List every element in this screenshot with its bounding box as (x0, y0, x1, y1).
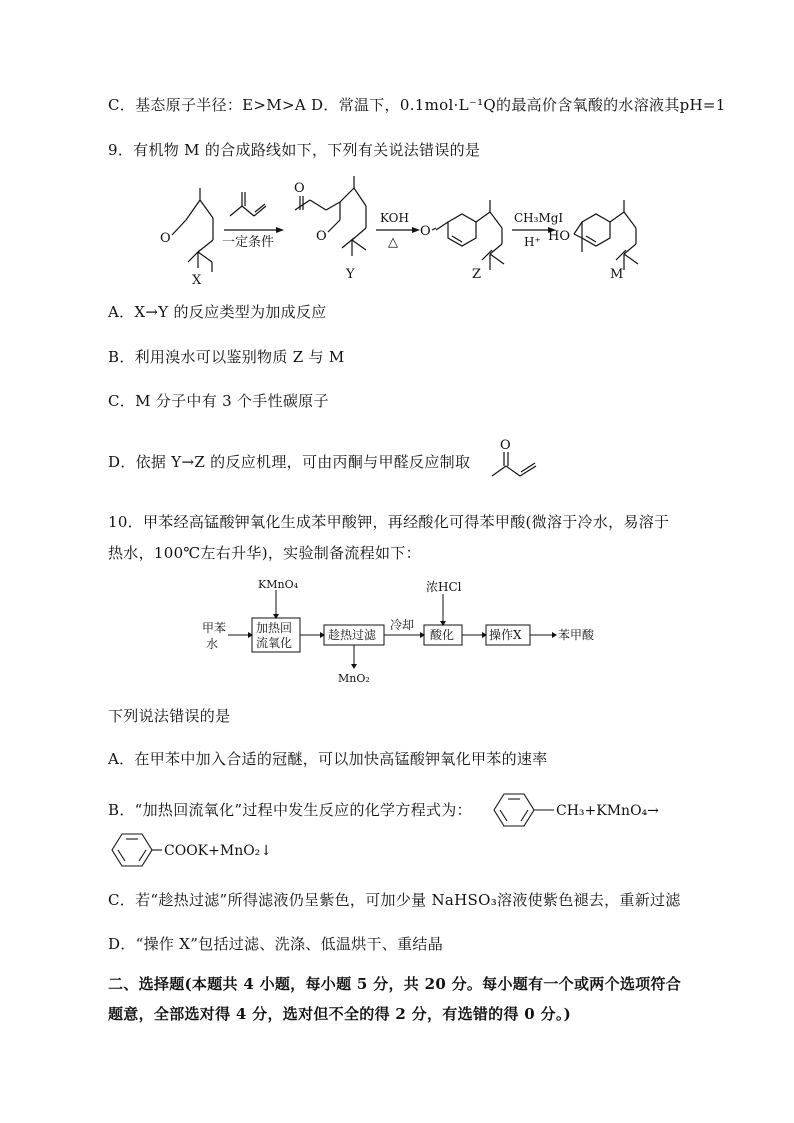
q9-option-a: A．X→Y 的反应类型为加成反应 (108, 303, 327, 321)
q10-stem-1: 10．甲苯经高锰酸钾氧化生成苯甲酸钾，再经酸化可得苯甲酸(微溶于冷水，易溶于 (108, 513, 670, 531)
flow-step-reflux-2: 流氧化 (256, 636, 293, 650)
q10-option-c: C．若“趁热过滤”所得滤液仍呈紫色，可加少量 NaHSO₃溶液使紫色褪去，重新过滤 (108, 891, 681, 909)
q9-option-b: B．利用溴水可以鉴别物质 Z 与 M (108, 348, 345, 366)
flow-output-benzoic-acid: 苯甲酸 (558, 628, 595, 642)
y-aldehyde-o: O (316, 229, 327, 244)
q10-stem-2: 热水，100℃左右升华)，实验制备流程如下： (108, 544, 421, 562)
z-ketone-o: O (420, 224, 431, 239)
flow-step-acidify: 酸化 (430, 628, 455, 642)
flow-step-hot-filter: 趁热过滤 (328, 628, 377, 642)
q10-flow-diagram (0, 578, 794, 688)
flow-cooling: 冷却 (390, 618, 415, 632)
reagent2-heat: △ (388, 235, 398, 250)
q8-options-cd: C．基态原子半径：E>M>A D．常温下，0.1mol·L⁻¹Q的最高价含氧酸的水溶液其pH=1 (108, 96, 726, 114)
label-x: X (192, 273, 202, 288)
flow-reagent-kmno4: KMnO₄ (258, 578, 298, 591)
flow-byproduct-mno2: MnO₂ (338, 672, 370, 685)
flow-input-toluene: 甲苯 (202, 621, 227, 635)
section-2-heading-1: 二、选择题(本题共 4 小题，每小题 5 分，共 20 分。每小题有一个或两个选项符合 (108, 975, 682, 993)
reagent1-condition: 一定条件 (222, 235, 275, 250)
section-2-heading-2: 题意，全部选对得 4 分，选对但不全的得 2 分，有选错的得 0 分。) (108, 1005, 572, 1023)
q10-b-product-text: COOK+MnO₂↓ (164, 843, 273, 859)
q9-option-d: D．依据 Y→Z 的反应机理，可由丙酮与甲醛反应制取 (108, 453, 471, 471)
reagent2-koh: KOH (380, 211, 409, 225)
label-z: Z (472, 267, 482, 282)
label-y: Y (346, 267, 355, 282)
q9-d-carbonyl-o: O (500, 438, 511, 453)
q10-b-equation-text: CH₃+KMnO₄→ (556, 803, 659, 819)
reagent3-acid: H⁺ (524, 235, 541, 249)
y-ketone-o: O (294, 181, 305, 196)
flow-step-operation-x: 操作X (489, 628, 522, 642)
x-aldehyde-o: O (160, 231, 171, 246)
q9-option-c: C．M 分子中有 3 个手性碳原子 (108, 392, 329, 410)
reagent3-grignard: CH₃MgI (514, 211, 564, 225)
flow-step-reflux-1: 加热回 (256, 621, 293, 635)
m-hydroxyl: HO (548, 229, 570, 244)
q10-b-toluene-structure (484, 790, 659, 830)
q9-stem: 9．有机物 M 的合成路线如下，下列有关说法错误的是 (108, 141, 481, 159)
q10-b-benzoate-structure (106, 830, 276, 870)
flow-reagent-hcl: 浓HCl (426, 580, 462, 594)
q10-option-b: B．“加热回流氧化”过程中发生反应的化学方程式为： (108, 801, 472, 819)
flow-input-water: 水 (206, 637, 219, 651)
q10-option-a: A．在甲苯中加入合适的冠醚，可以加快高锰酸钾氧化甲苯的速率 (108, 750, 548, 768)
q10-question: 下列说法错误的是 (108, 707, 231, 725)
q10-option-d: D．“操作 X”包括过滤、洗涤、低温烘干、重结晶 (108, 935, 444, 953)
label-m: M (610, 267, 624, 282)
q9-d-product-structure (486, 436, 556, 484)
